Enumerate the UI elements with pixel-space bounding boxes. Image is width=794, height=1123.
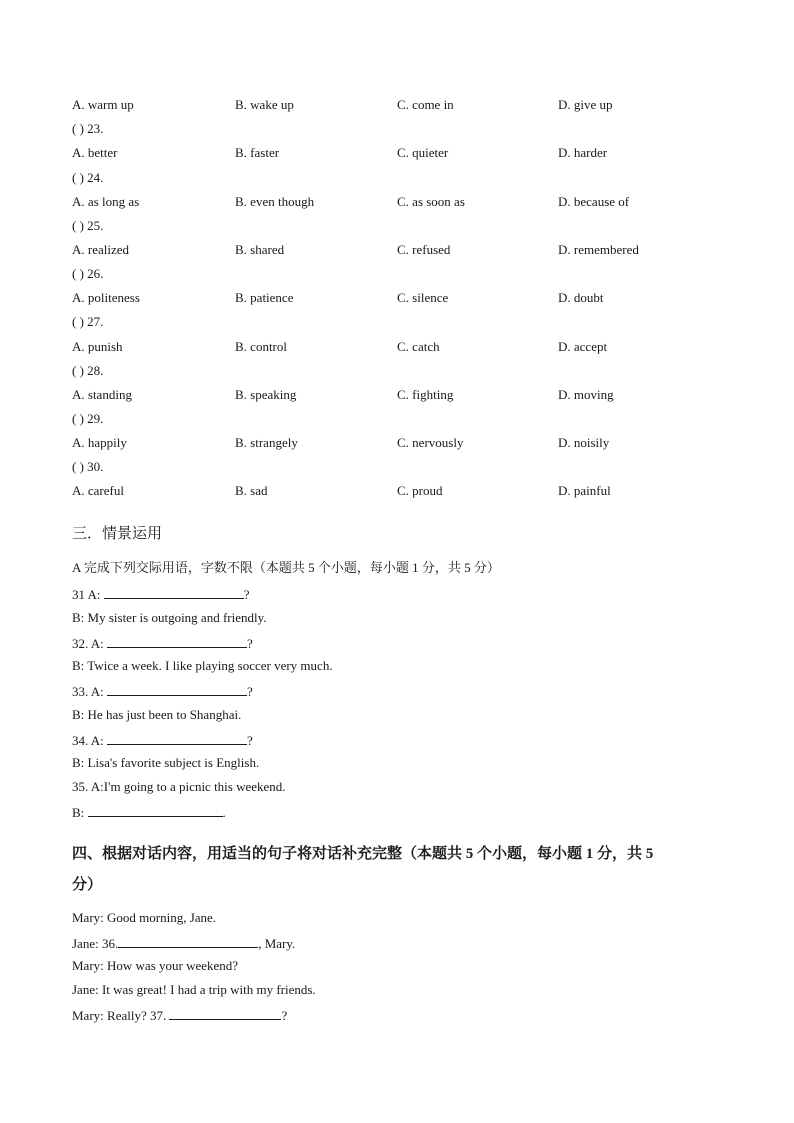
q35-suffix: . xyxy=(222,805,226,820)
q27-option-d: D. accept xyxy=(558,339,608,354)
q27-option-b: B. control xyxy=(235,339,287,354)
q24-option-c: C. as soon as xyxy=(397,194,465,209)
section3-title: 三．情景运用 xyxy=(72,526,163,542)
q35-prefix: B: xyxy=(72,805,88,820)
q25-option-d: D. remembered xyxy=(558,242,639,257)
q37-suffix: ? xyxy=(281,1008,288,1023)
q28-option-c: C. fighting xyxy=(397,387,454,402)
q32-question xyxy=(72,634,253,652)
q22-option-a: A. warm up xyxy=(72,97,134,112)
q25-label: ( ) 25. xyxy=(72,218,104,233)
section4-title-line1: 四、根据对话内容，用适当的句子将对话补充完整（本题共 5 个小题，每小题 1 分，共 5 xyxy=(72,846,654,862)
dialog-line-2 xyxy=(72,934,295,952)
q24-option-a: A. as long as xyxy=(72,194,140,209)
q35-answer-blank[interactable] xyxy=(88,803,223,817)
q29-option-d: D. noisily xyxy=(558,435,610,450)
q23-option-a: A. better xyxy=(72,145,118,160)
q23-option-c: C. quieter xyxy=(397,145,449,160)
q32-response: B: Twice a week. I like playing soccer very much. xyxy=(72,658,333,673)
q36-answer-blank[interactable] xyxy=(118,934,258,948)
q30-label: ( ) 30. xyxy=(72,459,104,474)
q34-suffix: ? xyxy=(247,733,253,748)
dialog-line-1: Mary: Good morning, Jane. xyxy=(72,910,217,925)
q24-option-d: D. because of xyxy=(558,194,630,209)
q23-label: ( ) 23. xyxy=(72,121,104,136)
q29-option-b: B. strangely xyxy=(235,435,298,450)
q31-suffix: ? xyxy=(243,587,250,602)
q29-label: ( ) 29. xyxy=(72,411,104,426)
q25-option-b: B. shared xyxy=(235,242,285,257)
q34-response: B: Lisa's favorite subject is English. xyxy=(72,755,260,770)
q29-option-c: C. nervously xyxy=(397,435,464,450)
q33-prefix: 33. A: xyxy=(72,684,108,699)
q31-prefix: 31 A: xyxy=(72,587,104,602)
q23-option-d: D. harder xyxy=(558,145,608,160)
q33-response: B: He has just been to Shanghai. xyxy=(72,707,242,722)
dialog-line-5 xyxy=(72,1006,287,1024)
q32-answer-blank[interactable] xyxy=(107,634,247,648)
q23-option-b: B. faster xyxy=(235,145,280,160)
q26-label: ( ) 26. xyxy=(72,266,104,281)
dialog-line-4: Jane: It was great! I had a trip with my friends. xyxy=(72,982,316,997)
section4-title-line2: 分） xyxy=(72,877,103,893)
q22-option-d: D. give up xyxy=(558,97,613,112)
q26-option-c: C. silence xyxy=(397,290,449,305)
q27-option-a: A. punish xyxy=(72,339,123,354)
q28-label: ( ) 28. xyxy=(72,363,104,378)
q33-question xyxy=(72,682,253,700)
q34-question xyxy=(72,731,253,749)
q37-answer-blank[interactable] xyxy=(169,1006,281,1020)
q30-option-a: A. careful xyxy=(72,483,124,498)
q28-option-d: D. moving xyxy=(558,387,614,402)
section3-instruction: A 完成下列交际用语，字数不限（本题共 5 个小题，每小题 1 分，共 5 分） xyxy=(72,560,500,575)
q35-response xyxy=(72,803,226,821)
q34-prefix: 34. A: xyxy=(72,733,108,748)
q30-option-c: C. proud xyxy=(397,483,443,498)
dialog-line-3: Mary: How was your weekend? xyxy=(72,958,239,973)
q26-option-b: B. patience xyxy=(235,290,294,305)
q31-answer-blank[interactable] xyxy=(104,585,244,599)
q31-response: B: My sister is outgoing and friendly. xyxy=(72,610,267,625)
q31-question xyxy=(72,585,250,603)
q37-prefix: Mary: Really? 37. xyxy=(72,1008,170,1023)
q34-answer-blank[interactable] xyxy=(107,731,247,745)
q28-option-a: A. standing xyxy=(72,387,132,402)
q36-prefix: Jane: 36. xyxy=(72,936,119,951)
q22-option-b: B. wake up xyxy=(235,97,294,112)
q30-option-b: B. sad xyxy=(235,483,268,498)
q24-label: ( ) 24. xyxy=(72,170,104,185)
q27-label: ( ) 27. xyxy=(72,314,104,329)
q24-option-b: B. even though xyxy=(235,194,315,209)
q35-question: 35. A:I'm going to a picnic this weekend. xyxy=(72,779,286,794)
q27-option-c: C. catch xyxy=(397,339,440,354)
q28-option-b: B. speaking xyxy=(235,387,297,402)
q30-option-d: D. painful xyxy=(558,483,611,498)
q26-option-d: D. doubt xyxy=(558,290,604,305)
q29-option-a: A. happily xyxy=(72,435,127,450)
q25-option-a: A. realized xyxy=(72,242,130,257)
q25-option-c: C. refused xyxy=(397,242,451,257)
q26-option-a: A. politeness xyxy=(72,290,140,305)
q32-suffix: ? xyxy=(247,636,253,651)
q33-answer-blank[interactable] xyxy=(107,682,247,696)
q33-suffix: ? xyxy=(247,684,253,699)
q22-option-c: C. come in xyxy=(397,97,454,112)
q36-suffix: , Mary. xyxy=(258,936,296,951)
q32-prefix: 32. A: xyxy=(72,636,108,651)
